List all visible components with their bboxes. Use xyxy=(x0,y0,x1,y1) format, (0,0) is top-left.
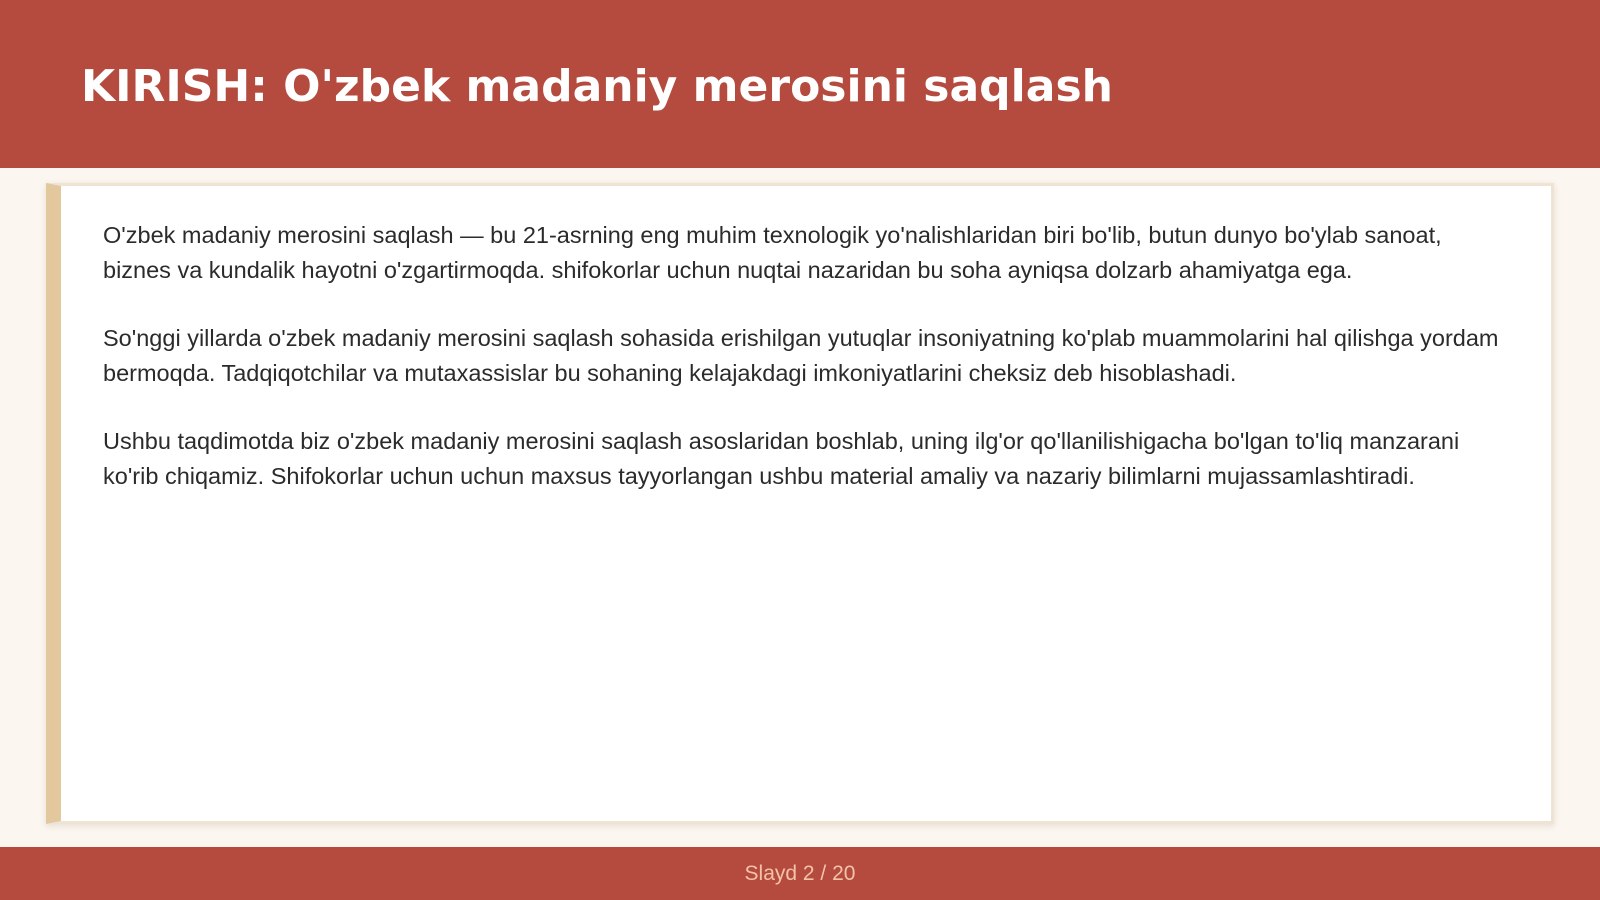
content-card xyxy=(46,183,1554,824)
paragraph-3: Ushbu taqdimotda biz o'zbek madaniy merosini saqlash asoslaridan boshlab, uning ilg'or qo'llanilishigacha bo'lgan to'liq manzarani ko'rib chiqamiz. Shifokorlar uchun uchun maxsus tayyorlangan ushbu material amaliy va nazariy bilimlarni mujassamlashtiradi. xyxy=(103,428,1460,489)
slide-header xyxy=(0,0,1600,168)
slide-number: Slayd 2 / 20 xyxy=(744,861,856,885)
paragraph-2: So'nggi yillarda o'zbek madaniy merosini saqlash sohasida erishilgan yutuqlar insoniyatning ko'plab muammolarini hal qilishga yordam bermoqda. Tadqiqotchilar va mutaxassislar bu sohaning kelajakdagi imkoniyatlarini cheksiz deb hisoblashadi. xyxy=(103,325,1499,386)
slide-footer xyxy=(0,847,1600,900)
paragraph-1: O'zbek madaniy merosini saqlash — bu 21-asrning eng muhim texnologik yo'nalishlaridan biri bo'lib, butun dunyo bo'ylab sanoat, biznes va kundalik hayotni o'zgartirmoqda. shifokorlar uchun nuqtai nazaridan bu soha ayniqsa dolzarb ahamiyatga ega. xyxy=(103,222,1442,283)
slide-title: KIRISH: O'zbek madaniy merosini saqlash xyxy=(81,60,1113,112)
